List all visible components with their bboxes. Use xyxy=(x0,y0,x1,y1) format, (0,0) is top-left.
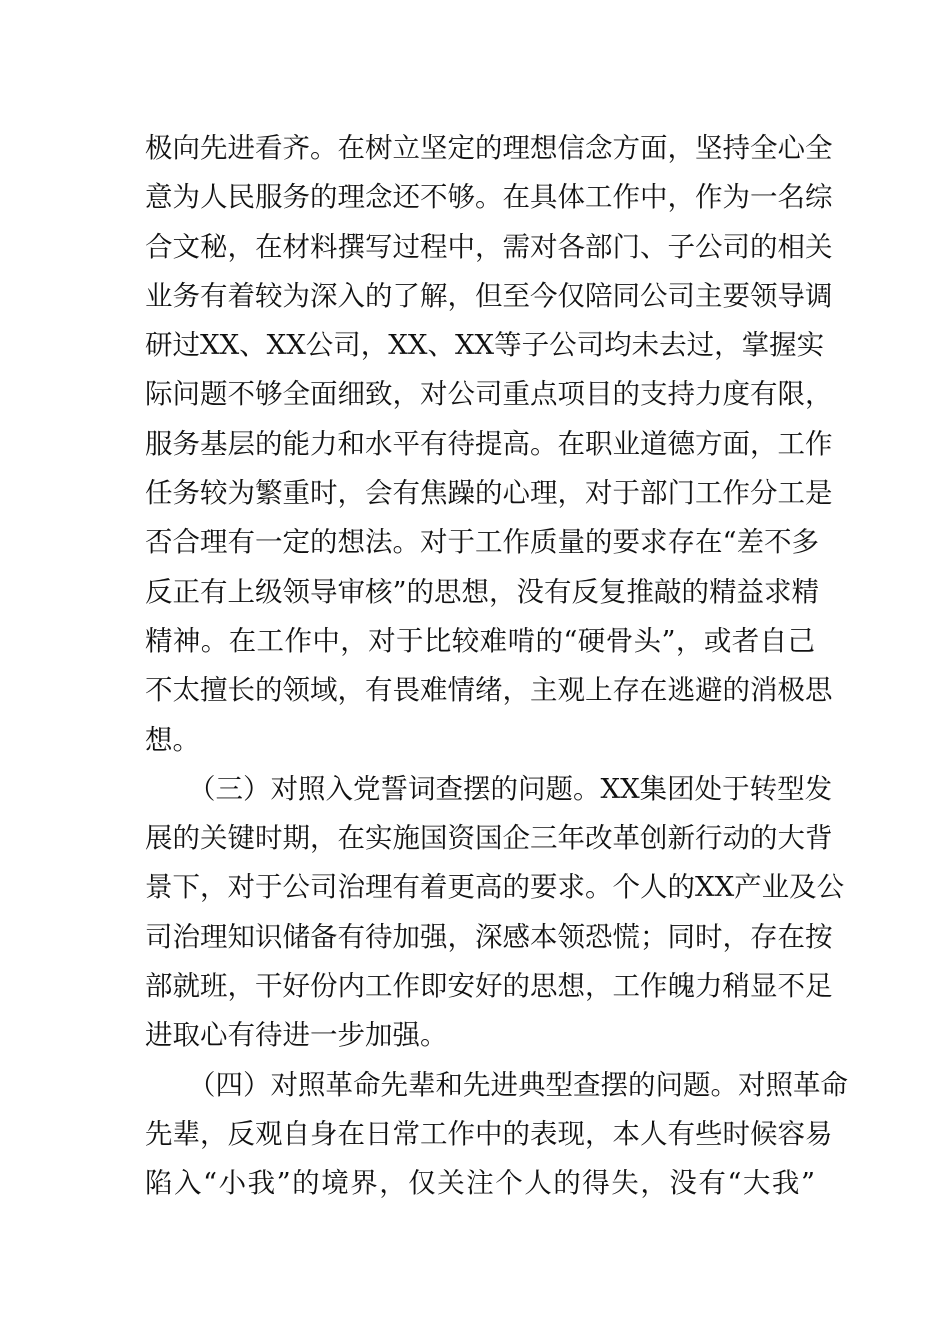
text-line: 任务较为繁重时，会有焦躁的心理，对于部门工作分工是 xyxy=(145,477,833,510)
text-line: 展的关键时期，在实施国资国企三年改革创新行动的大背 xyxy=(145,822,833,855)
text-line: 业务有着较为深入的了解，但至今仅陪同公司主要领导调 xyxy=(145,279,833,312)
text-line: 际问题不够全面细致，对公司重点项目的支持力度有限， xyxy=(145,378,833,411)
text-line: 先辈，反观自身在日常工作中的表现，本人有些时候容易 xyxy=(145,1117,833,1150)
text-line: 进取心有待进一步加强。 xyxy=(145,1019,448,1052)
text-line: 反正有上级领导审核”的思想，没有反复推敲的精益求精 xyxy=(145,575,820,608)
text-line: 精神。在工作中，对于比较难啃的“硬骨头”，或者自己 xyxy=(145,624,815,657)
text-line: 陷入“小我”的境界，仅关注个人的得失，没有“大我” xyxy=(145,1167,815,1200)
text-line: 否合理有一定的想法。对于工作质量的要求存在“差不多 xyxy=(145,526,820,559)
text-line: 司治理知识储备有待加强，深感本领恐慌；同时，存在按 xyxy=(145,920,833,953)
text-line: 景下，对于公司治理有着更高的要求。个人的XX产业及公 xyxy=(145,871,845,904)
text-line: 想。 xyxy=(145,723,200,756)
text-line: 合文秘，在材料撰写过程中，需对各部门、子公司的相关 xyxy=(145,230,833,263)
text-line: 不太擅长的领域，有畏难情绪，主观上存在逃避的消极思 xyxy=(145,674,833,707)
text-line: 研过XX、XX公司，XX、XX等子公司均未去过，掌握实 xyxy=(145,329,825,362)
text-line: 意为人民服务的理念还不够。在具体工作中，作为一名综 xyxy=(145,181,833,214)
text-line: 部就班，干好份内工作即安好的思想，工作魄力稍显不足 xyxy=(145,970,833,1003)
body-text xyxy=(145,124,848,1209)
section-heading-line: （四）对照革命先辈和先进典型查摆的问题。对照革命 xyxy=(188,1068,848,1101)
section-heading-line: （三）对照入党誓词查摆的问题。XX集团处于转型发 xyxy=(188,772,833,805)
text-line: 服务基层的能力和水平有待提高。在职业道德方面，工作 xyxy=(145,427,833,460)
text-line: 极向先进看齐。在树立坚定的理想信念方面，坚持全心全 xyxy=(145,132,833,164)
